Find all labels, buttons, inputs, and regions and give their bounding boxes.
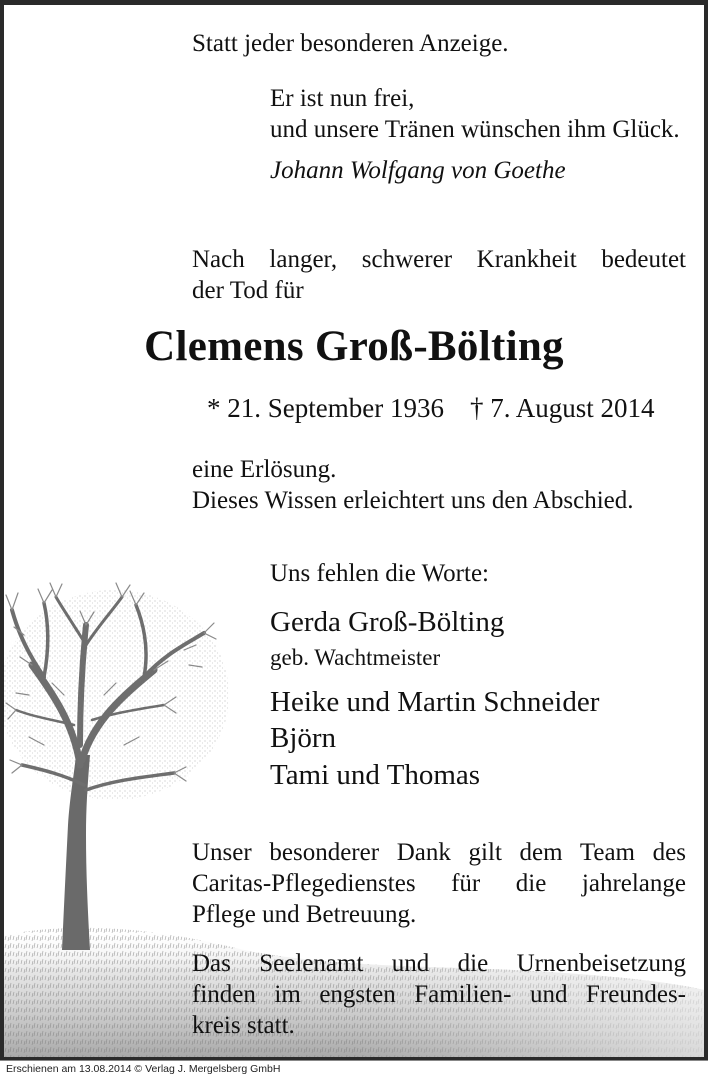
publication-footer xyxy=(0,1060,708,1078)
funeral-line-2: finden im engsten Familien- und Freundes- xyxy=(192,981,686,1008)
funeral-line-3: kreis statt. xyxy=(192,1012,295,1039)
announcement-text xyxy=(192,244,686,306)
death-date: † 7. August 2014 xyxy=(470,393,655,423)
relief-line-1: eine Erlösung. xyxy=(192,456,337,483)
thanks-line-3: Pflege und Betreuung. xyxy=(192,901,417,928)
mourner-maiden-name: geb. Wachtmeister xyxy=(270,645,441,670)
quote-line-1: Er ist nun frei, xyxy=(270,85,415,112)
publication-note: Erschienen am 13.08.2014 © Verlag J. Mergelsberg GmbH xyxy=(6,1063,281,1075)
mourner-name: Gerda Groß-Bölting xyxy=(270,606,505,638)
mourner-name: Björn xyxy=(270,722,337,754)
announcement-line-1: Nach langer, schwerer Krankheit bedeutet xyxy=(192,246,686,273)
quote-line-2: und unsere Tränen wünschen ihm Glück. xyxy=(270,116,680,143)
announcement-line-2: der Tod für xyxy=(192,277,304,304)
mourner-name: Heike und Martin Schneider xyxy=(270,686,600,718)
funeral-text xyxy=(192,948,686,1041)
birth-date: * 21. September 1936 xyxy=(207,393,444,423)
deceased-name: Clemens Groß-Bölting xyxy=(144,323,564,370)
intro-line: Statt jeder besonderen Anzeige. xyxy=(192,30,509,57)
thanks-line-2: Caritas-Pflegedienstes für die jahrelange xyxy=(192,870,686,897)
mourner-name: Tami und Thomas xyxy=(270,759,481,791)
funeral-line-1: Das Seelenamt und die Urnenbeisetzung xyxy=(192,950,686,977)
thanks-text xyxy=(192,837,686,930)
mourners-heading: Uns fehlen die Worte: xyxy=(270,560,489,587)
quote-author: Johann Wolfgang von Goethe xyxy=(270,157,566,184)
thanks-line-1: Unser besonderer Dank gilt dem Team des xyxy=(192,839,686,866)
relief-line-2: Dieses Wissen erleichtert uns den Abschied. xyxy=(192,487,634,514)
